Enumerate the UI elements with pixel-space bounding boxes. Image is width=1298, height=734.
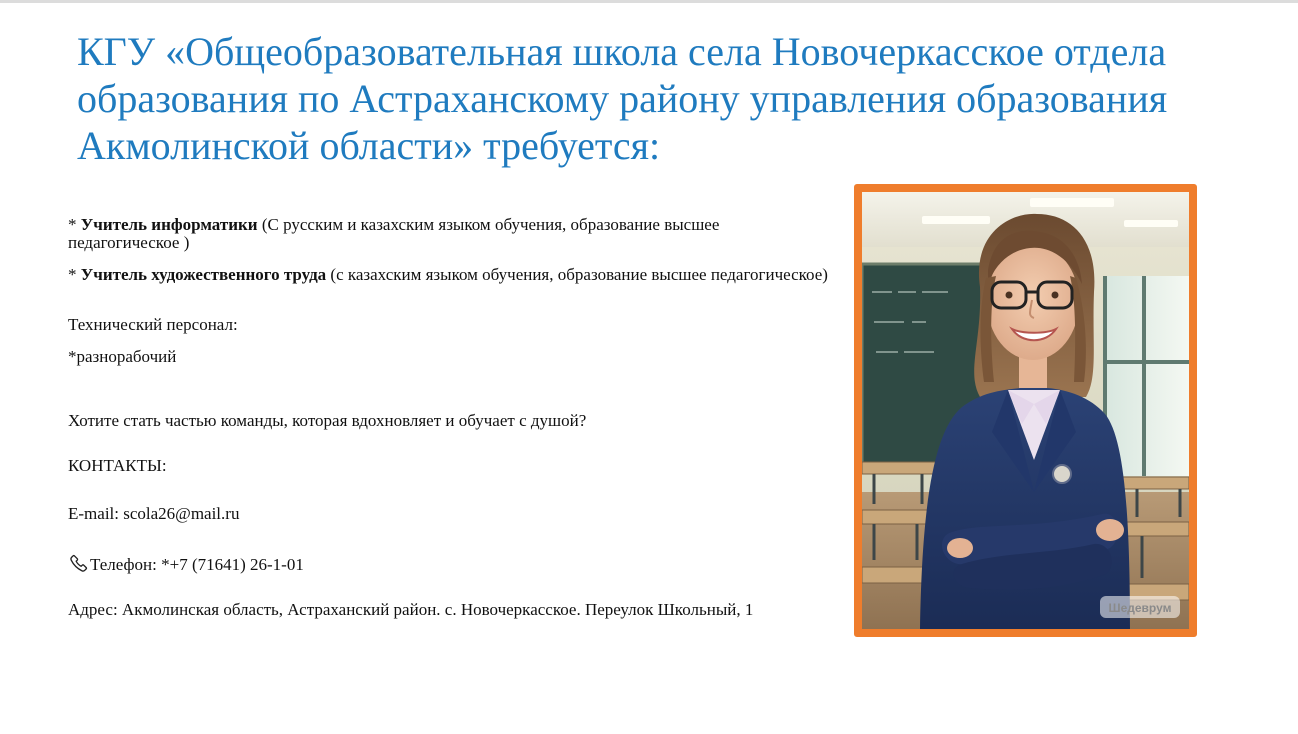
vacancy-item — [68, 216, 828, 252]
tech-staff-heading: Технический персонал: — [68, 315, 238, 334]
teacher-photo-frame — [854, 184, 1197, 637]
tech-staff-item: *разнорабочий — [68, 347, 177, 366]
vacancy-item — [68, 266, 828, 284]
classroom-teacher-illustration — [862, 192, 1189, 629]
bullet: * — [68, 265, 81, 284]
bullet: * — [68, 215, 81, 234]
question-text: Хотите стать частью команды, которая вдохновляет и обучает с душой? — [68, 411, 587, 430]
page-title: КГУ «Общеобразовательная школа села Новочеркасское отдела образования по Астраханскому району управления образования Акмолинской области» требуется: — [77, 29, 1168, 168]
photo-watermark: Шедеврум — [1108, 601, 1172, 615]
phone-icon — [68, 553, 90, 573]
email-line: E-mail: scola26@mail.ru — [68, 504, 240, 523]
address-line: Адрес: Акмолинская область, Астраханский район. с. Новочеркасское. Переулок Школьный, 1 — [68, 600, 754, 619]
vacancy-title: Учитель информатики — [80, 215, 258, 234]
contacts-heading: КОНТАКТЫ: — [68, 456, 167, 475]
top-border — [0, 0, 1298, 3]
vacancy-details: (с казахским языком обучения, образование высшее педагогическое) — [326, 265, 828, 284]
phone-text: Телефон: *+7 (71641) 26-1-01 — [90, 555, 304, 574]
teacher-photo — [862, 192, 1189, 629]
phone-line — [68, 553, 304, 574]
vacancy-title: Учитель художественного труда — [80, 265, 327, 284]
vacancy-details: (С русским и казахским языком обучения, образование высшее педагогическое ) — [68, 215, 720, 252]
